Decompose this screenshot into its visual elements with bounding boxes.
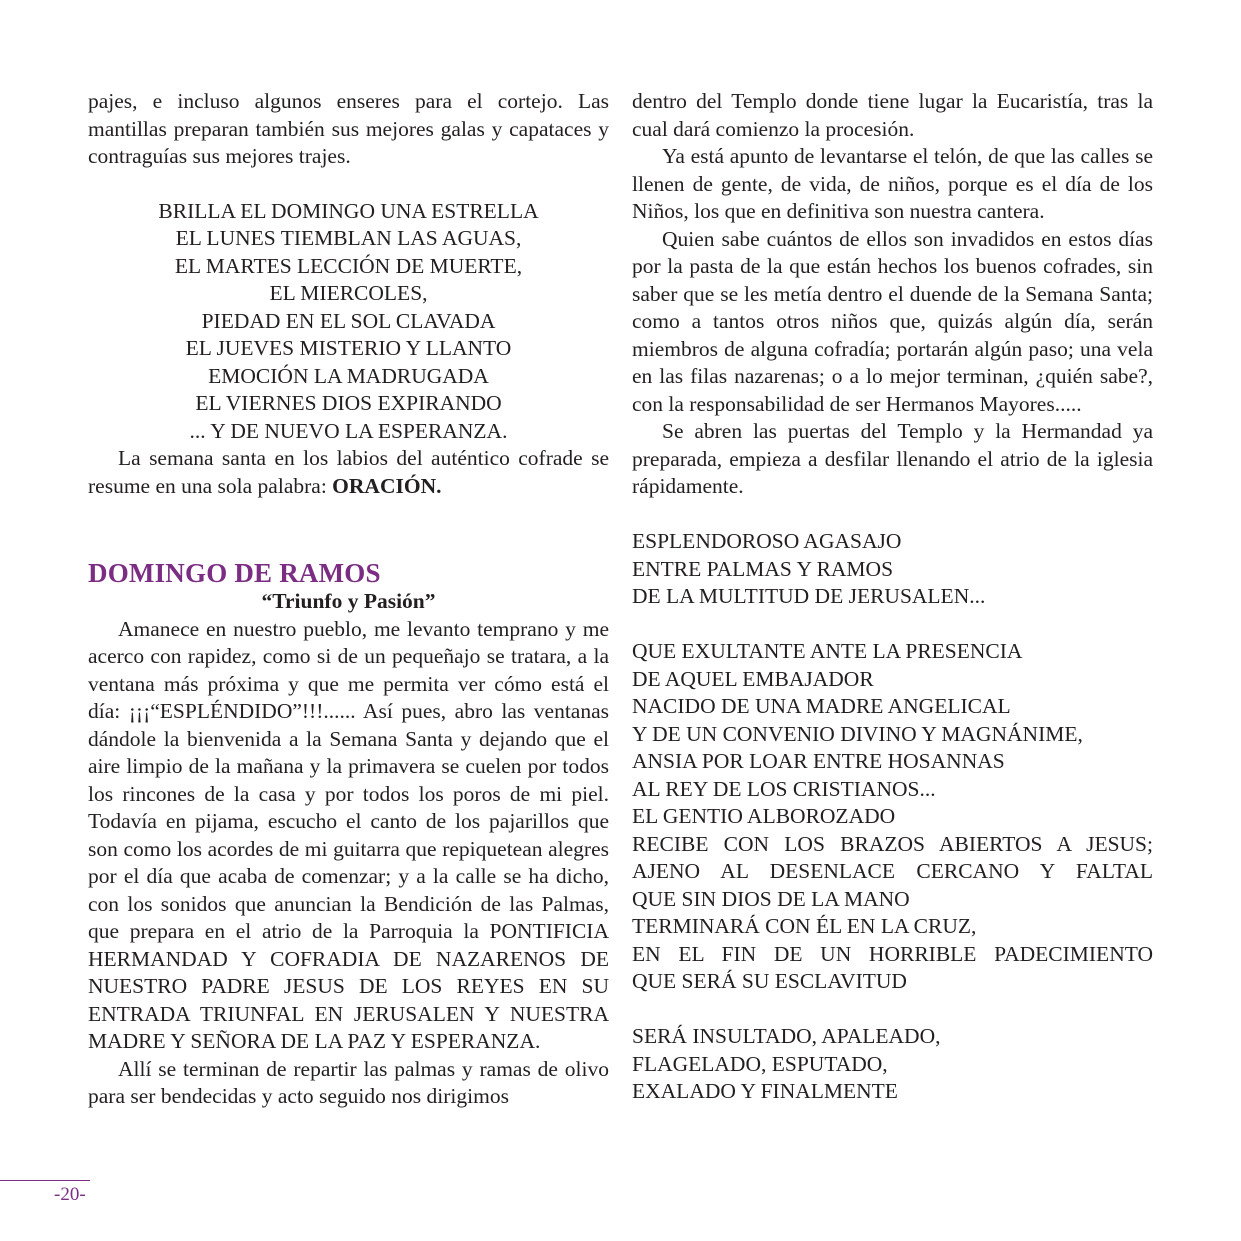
poem-line: ESPLENDOROSO AGASAJO: [632, 529, 902, 553]
paragraph-telon: Ya está apunto de levantarse el telón, de que las calles se llenen de gente, de vida, de niños, porque es el día de los Niños, los que en definitiva son nuestra cantera.: [632, 144, 1153, 223]
left-column: [88, 88, 609, 1111]
page-number: -20-: [54, 1184, 86, 1205]
poem-line: FLAGELADO, ESPUTADO,: [632, 1051, 888, 1076]
paragraph-quien: Quien sabe cuántos de ellos son invadidos en estos días por la pasta de la que están hechos los buenos cofrades, sin saber que se les metía dentro el duende de la Semana Santa; como a tantos otros niños que, quizás algún día, serán miembros de alguna cofradía; portarán algún paso; una vela en las filas nazarenas; o a lo mejor terminan, ¿quién sabe?, con la responsabilidad de ser Hermanos Mayores.....: [632, 226, 1153, 416]
poem-line: DE AQUEL EMBAJADOR: [632, 666, 874, 691]
summary-bold-word: ORACIÓN.: [332, 473, 442, 498]
poem-line: ... Y DE NUEVO LA ESPERANZA.: [189, 418, 508, 443]
paragraph-alli: Allí se terminan de repartir las palmas y ramas de olivo para ser bendecidas y acto seguido nos dirigimos: [88, 1056, 609, 1108]
poem-line: TERMINARÁ CON ÉL EN LA CRUZ,: [632, 914, 977, 938]
poem-line: EL MARTES LECCIÓN DE MUERTE,: [174, 253, 523, 278]
page-footer-rule: [0, 1180, 90, 1181]
poem-line: ENTRE PALMAS Y RAMOS: [632, 556, 894, 581]
paragraph-intro: pajes, e incluso algunos enseres para el cortejo. Las mantillas preparan también sus mejores galas y capataces y contraguías sus mejores trajes.: [88, 89, 609, 168]
poem-line: RECIBE CON LOS BRAZOS ABIERTOS A JESUS;: [632, 831, 1153, 856]
paragraph-summary: [88, 445, 609, 500]
poem-line: AJENO AL DESENLACE CERCANO Y FALTAL: [632, 859, 1153, 883]
paragraph-abren: Se abren las puertas del Templo y la Hermandad ya preparada, empieza a desfilar llenando el atrio de la iglesia rápidamente.: [632, 419, 1153, 498]
poem-line: EMOCIÓN LA MADRUGADA: [208, 363, 489, 388]
poem-line: DE LA MULTITUD DE JERUSALEN...: [632, 584, 986, 608]
poem-line: EN EL FIN DE UN HORRIBLE PADECIMIENTO: [632, 941, 1153, 966]
poem-embajador: [632, 638, 1153, 996]
poem-line: QUE EXULTANTE ANTE LA PRESENCIA: [632, 639, 1023, 663]
summary-text: La semana santa en los labios del auténtico cofrade se resume en una sola palabra:: [88, 446, 609, 498]
paragraph-dentro: dentro del Templo donde tiene lugar la Eucaristía, tras la cual dará comienzo la procesión.: [632, 89, 1153, 141]
poem-line: Y DE UN CONVENIO DIVINO Y MAGNÁNIME,: [632, 721, 1083, 746]
poem-line: EL VIERNES DIOS EXPIRANDO: [195, 391, 502, 415]
poem-line: EL MIERCOLES,: [269, 281, 428, 305]
poem-week: [88, 198, 609, 446]
poem-line: EL JUEVES MISTERIO Y LLANTO: [185, 336, 512, 360]
poem-agasajo: [632, 528, 1153, 611]
section-subheading: “Triunfo y Pasión”: [261, 589, 436, 613]
poem-line: EL LUNES TIEMBLAN LAS AGUAS,: [175, 226, 522, 250]
poem-line: AL REY DE LOS CRISTIANOS...: [632, 776, 936, 801]
poem-line: EL GENTIO ALBOROZADO: [632, 804, 896, 828]
poem-line: PIEDAD EN EL SOL CLAVADA: [201, 308, 496, 333]
right-column: [632, 88, 1153, 1106]
section-heading: DOMINGO DE RAMOS: [88, 558, 381, 588]
poem-line: SERÁ INSULTADO, APALEADO,: [632, 1024, 941, 1048]
poem-line: QUE SERÁ SU ESCLAVITUD: [632, 969, 907, 993]
poem-line: QUE SIN DIOS DE LA MANO: [632, 886, 910, 911]
poem-line: BRILLA EL DOMINGO UNA ESTRELLA: [158, 198, 539, 223]
poem-line: EXALADO Y FINALMENTE: [632, 1079, 898, 1103]
poem-line: NACIDO DE UNA MADRE ANGELICAL: [632, 694, 1011, 718]
paragraph-amanece: Amanece en nuestro pueblo, me levanto temprano y me acerco con rapidez, como si de un pequeñajo se tratara, a la ventana más próxima y que me permita ver cómo está el día: ¡¡¡“ESPLÉNDIDO”!!!...... Así pues, abro las ventanas dándole la bienvenida a la Semana Santa y dejando que el aire limpio de la mañana y la primavera se cuelen por todos los rincones de la casa y por todos los poros de mi piel. Todavía en pijama, escucho el canto de los pajarillos que son como los acordes de mi guitarra que repiquetean alegres por el día que acaba de comenzar; y a la calle se ha dicho, con los sonidos que anuncian la Bendición de las Palmas, que prepara en el atrio de la Parroquia la PONTIFICIA HERMANDAD Y COFRADIA DE NAZARENOS DE NUESTRO PADRE JESUS DE LOS REYES EN SU ENTRADA TRIUNFAL EN JERUSALEN Y NUESTRA MADRE Y SEÑORA DE LA PAZ Y ESPERANZA.: [88, 616, 609, 1053]
poem-insultado: [632, 1023, 1153, 1106]
poem-line: ANSIA POR LOAR ENTRE HOSANNAS: [632, 749, 1005, 773]
